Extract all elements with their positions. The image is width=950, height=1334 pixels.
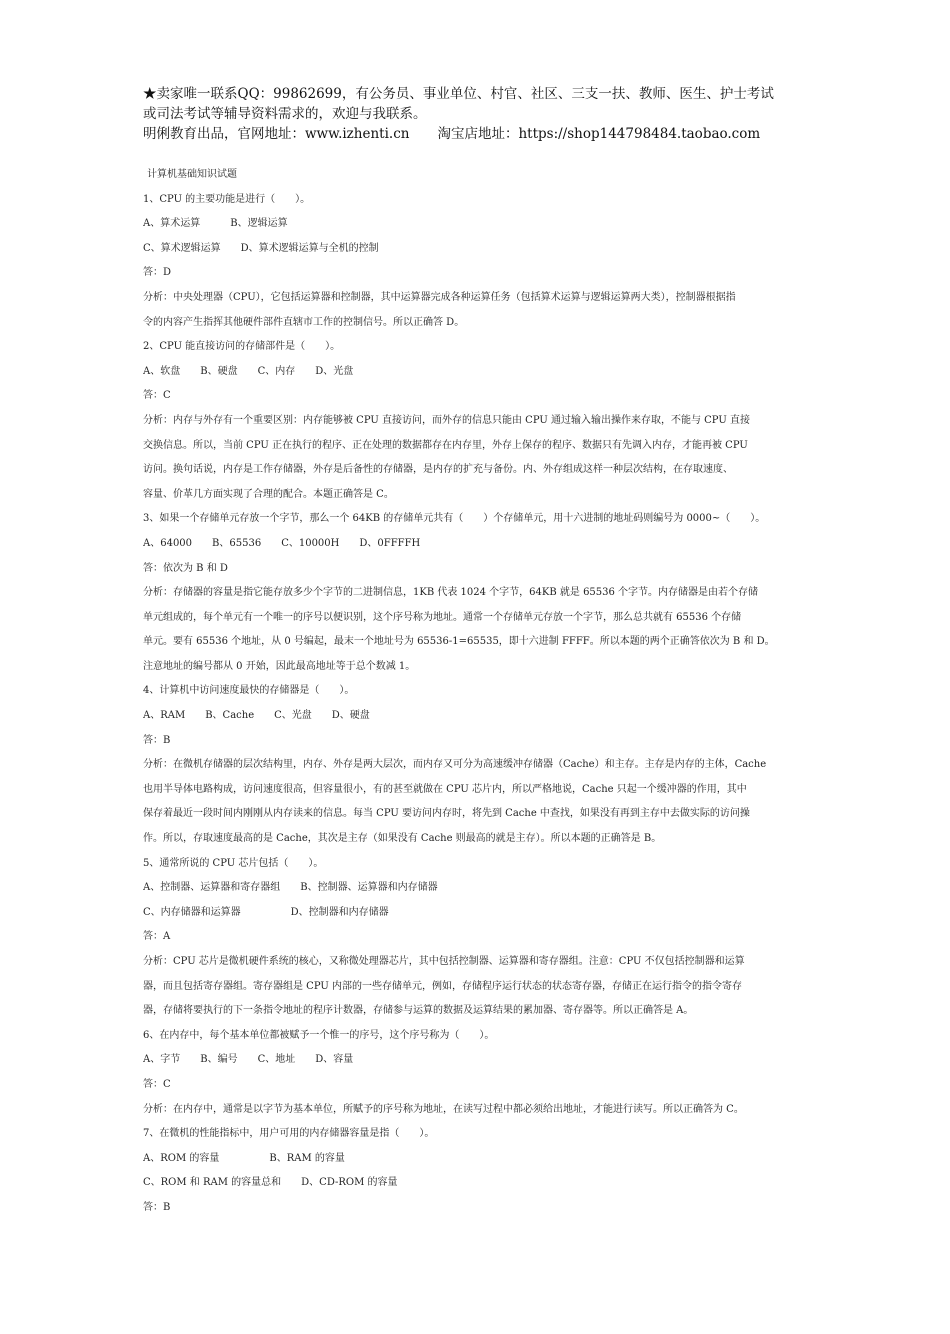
document-line: A、64000 B、65536 C、10000H D、0FFFFH (143, 537, 421, 549)
document-line: 访问。换句话说，内存是工作存储器，外存是后备性的存储器，是内存的扩充与备份。内、外存组成这样一种层次结构，在存取速度、 (143, 464, 733, 476)
document-line: 器，存储将要执行的下一条指令地址的程序计数器，存储参与运算的数据及运算结果的累加器、寄存器等。所以正确答是 A。 (143, 1005, 694, 1017)
document-title: 计算机基础知识试题 (147, 169, 237, 180)
document-line: A、控制器、运算器和寄存器组 B、控制器、运算器和内存储器 (143, 882, 438, 894)
header-line-3 (143, 124, 813, 144)
document-line: 1、CPU 的主要功能是进行（ ）。 (143, 193, 311, 205)
document-line: 分析：内存与外存有一个重要区别：内存能够被 CPU 直接访问，而外存的信息只能由 CPU 通过输入输出操作来存取，不能与 CPU 直接 (143, 414, 750, 426)
document-line: 4、计算机中访问速度最快的存储器是（ ）。 (143, 685, 355, 697)
header-line-1: ★卖家唯一联系QQ：99862699，有公务员、事业单位、村官、社区、三支一扶、教师、医生、护士考试 (143, 86, 774, 102)
document-line: 分析：CPU 芯片是微机硬件系统的核心，又称微处理器芯片，其中包括控制器、运算器和寄存器组。注意：CPU 不仅包括控制器和运算 (143, 956, 745, 967)
document-line: 2、CPU 能直接访问的存储部件是（ ）。 (143, 341, 341, 353)
document-line: 答：D (143, 267, 172, 279)
document-line: A、算术运算 B、逻辑运算 (143, 218, 288, 230)
document-line: A、ROM 的容量 B、RAM 的容量 (143, 1152, 345, 1164)
seller-header (143, 84, 813, 144)
document-line: 单元组成的，每个单元有一个唯一的序号以便识别，这个序号称为地址。通常一个存储单元存放一个字节，那么总共就有 65536 个存储 (143, 611, 742, 623)
header-line-2: 或司法考试等辅导资料需求的，欢迎与我联系。 (143, 106, 427, 122)
document-line: A、字节 B、编号 C、地址 D、容量 (143, 1054, 354, 1066)
document-line: 单元。要有 65536 个地址，从 0 号编起，最末一个地址号为 65536-1=65535，即十六进制 FFFF。所以本题的两个正确答依次为 B 和 D。 (143, 636, 775, 648)
document-line: 答：C (143, 1078, 171, 1090)
document-line: 3、如果一个存储单元存放一个字节，那么一个 64KB 的存储单元共有（ ）个存储单元，用十六进制的地址码则编号为 0000~（ ）。 (143, 513, 766, 525)
document-line: 分析：存储器的容量是指它能存放多少个字节的二进制信息，1KB 代表 1024 个字节，64KB 就是 65536 个字节。内存储器是由若个存储 (143, 587, 759, 599)
document-line: 分析：在内存中，通常是以字节为基本单位，所赋予的序号称为地址，在读写过程中都必须给出地址，才能进行读写。所以正确答为 C。 (143, 1103, 744, 1115)
document-line: 令的内容产生指挥其他硬件部件直辖市工作的控制信号。所以正确答 D。 (143, 316, 465, 328)
document-line: 交换信息。所以，当前 CPU 正在执行的程序、正在处理的数据都存在内存里，外存上保存的程序、数据只有先调入内存，才能再被 CPU (143, 439, 748, 451)
document-line: 保存着最近一段时间内刚刚从内存读来的信息。每当 CPU 要访问内存时，将先到 Cache 中查找，如果没有再到主存中去做实际的访问操 (143, 808, 750, 820)
website-text: 明俐教育出品，官网地址：www.izhenti.cn (143, 126, 410, 142)
document-body (143, 163, 808, 1221)
document-line: C、算术逻辑运算 D、算术逻辑运算与全机的控制 (143, 242, 379, 254)
document-line: 注意地址的编号都从 0 开始，因此最高地址等于总个数减 1。 (143, 660, 416, 672)
document-line: 答：A (143, 931, 171, 943)
document-line: 6、在内存中，每个基本单位都被赋予一个惟一的序号，这个序号称为（ ）。 (143, 1029, 495, 1041)
document-line: C、ROM 和 RAM 的容量总和 D、CD-ROM 的容量 (143, 1177, 398, 1189)
document-line: 分析：中央处理器（CPU），它包括运算器和控制器，其中运算器完成各种运算任务（包括算术运算与逻辑运算两大类），控制器根据指 (143, 291, 736, 303)
document-line: 7、在微机的性能指标中，用户可用的内存储器容量是指（ ）。 (143, 1128, 435, 1140)
document-line: 容量、价革几方面实现了合理的配合。本题正确答是 C。 (143, 488, 394, 500)
document-line: 答：C (143, 390, 171, 402)
taobao-shop-text: 淘宝店地址：https://shop144798484.taobao.com (437, 126, 761, 142)
document-line: 答：B (143, 1201, 171, 1213)
document-line: 也用半导体电路构成，访问速度很高，但容量很小，有的甚至就做在 CPU 芯片内，所以严格地说，Cache 只起一个缓冲器的作用，其中 (143, 783, 747, 795)
document-line: C、内存储器和运算器 D、控制器和内存储器 (143, 906, 389, 918)
document-line: 答：B (143, 734, 171, 746)
document-line: 器，而且包括寄存器组。寄存器组是 CPU 内部的一些存储单元，例如，存储程序运行状态的状态寄存器，存储正在运行指令的指令寄存 (143, 980, 742, 992)
document-line: 分析：在微机存储器的层次结构里，内存、外存是两大层次，而内存又可分为高速缓冲存储器（Cache）和主存。主存是内存的主体，Cache (143, 759, 767, 771)
document-line: 作。所以，存取速度最高的是 Cache，其次是主存（如果没有 Cache 则最高的就是主存）。所以本题的正确答是 B。 (143, 833, 662, 845)
document-line: 答：依次为 B 和 D (143, 562, 228, 574)
document-line: A、软盘 B、硬盘 C、内存 D、光盘 (143, 365, 354, 377)
document-line: A、RAM B、Cache C、光盘 D、硬盘 (143, 710, 370, 722)
document-line: 5、通常所说的 CPU 芯片包括（ ）。 (143, 857, 324, 869)
